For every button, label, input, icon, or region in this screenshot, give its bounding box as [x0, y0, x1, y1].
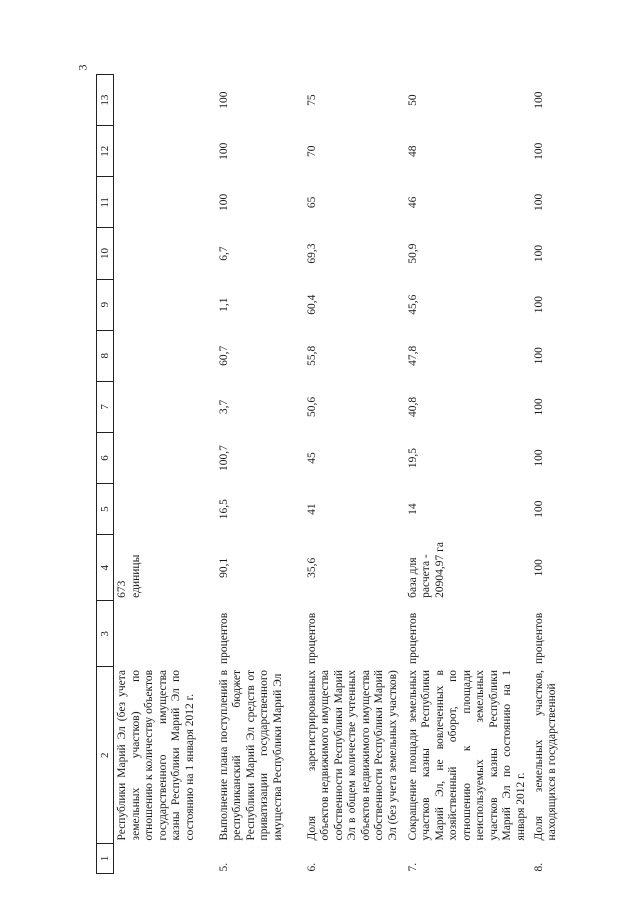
page-number: 3: [75, 64, 90, 71]
rotated-page: [96, 74, 559, 874]
value-cell: 100: [532, 347, 545, 365]
header-cell: 4: [97, 535, 114, 601]
value-cell: 100: [532, 449, 545, 467]
value-cell: 69,3: [305, 243, 318, 264]
value-cell: [114, 75, 216, 126]
header-cell: 7: [97, 381, 114, 432]
value-cell: [114, 432, 216, 483]
value-cell: [114, 126, 216, 177]
base-value-cell: 100: [532, 559, 545, 577]
value-cell: [114, 381, 216, 432]
value-cell: 48: [406, 145, 419, 157]
value-cell: 19,5: [406, 447, 419, 469]
value-cell: 100: [532, 296, 545, 314]
value-cell: 3,7: [217, 399, 230, 415]
unit-cell: процентов: [217, 612, 230, 664]
value-cell: 100: [217, 142, 230, 160]
value-cell: 60,4: [305, 294, 318, 315]
base-value-cell: 90,1: [217, 557, 230, 578]
value-cell: 100: [532, 500, 545, 518]
value-cell: 70: [305, 145, 318, 157]
indicator-description: Сокращение площади земельных участков казны Республики Марий Эл, не вовлеченных в хозяйственный оборот, по отношению к площади неиспользуемых земельных участков казны Республики Марий Эл по состоянию на 1 января 2012 г.: [406, 670, 527, 841]
indicator-description: Выполнение плана поступлений в республиканский бюджет Республики Марий Эл средств от приватизации государственного имущества Республики Марий Эл: [217, 670, 284, 841]
value-cell: 50,9: [406, 243, 419, 264]
header-cell: 8: [97, 330, 114, 381]
value-cell: 100: [532, 398, 545, 416]
base-value-cell: 35,6: [305, 557, 318, 578]
row-number: 8.: [532, 862, 545, 872]
value-cell: 50,6: [305, 396, 318, 417]
value-cell: [114, 484, 216, 535]
header-cell: 11: [97, 177, 114, 228]
value-cell: 40,8: [406, 396, 419, 417]
row-number: [114, 843, 216, 873]
value-cell: [114, 330, 216, 381]
row-number: 7.: [406, 862, 419, 872]
value-cell: 6,7: [217, 246, 230, 261]
value-cell: 45,6: [406, 294, 419, 315]
indicator-description: Доля земельных участков, находящихся в государственной: [532, 670, 559, 841]
value-cell: 45: [305, 452, 318, 464]
header-cell: 6: [97, 432, 114, 483]
unit-cell: процентов: [532, 612, 545, 664]
indicator-description: Доля зарегистрированных объектов недвижимого имущества собственности Республики Марий Эл в общем количестве учтенных объектов недвижимого имущества собственности Республики Марий Эл (без учета земельных участков): [305, 670, 399, 841]
value-cell: 47,8: [406, 345, 419, 366]
value-cell: 1,1: [217, 297, 230, 312]
header-cell: 13: [97, 75, 114, 126]
header-cell: 3: [97, 601, 114, 667]
indicator-description: Республики Марий Эл (без учета земельных участков) по отношению к количеству объектов государственного имущества казны Республики Марий Эл по состоянию на 1 января 2012 г.: [116, 670, 196, 841]
base-value-cell: 673 единицы: [116, 554, 142, 598]
value-cell: 16,5: [217, 499, 230, 520]
value-cell: 100: [532, 244, 545, 263]
indicators-table: [96, 74, 562, 874]
header-cell: 10: [97, 228, 114, 279]
unit-cell: процентов: [406, 612, 419, 664]
value-cell: 46: [406, 196, 419, 209]
value-cell: 100: [532, 91, 545, 109]
header-cell: 5: [97, 484, 114, 535]
row-number: 6.: [305, 862, 318, 872]
table-row: [405, 75, 531, 874]
value-cell: 60,7: [217, 345, 230, 366]
table-row: [304, 75, 405, 874]
table-row: [216, 75, 304, 874]
value-cell: 100,7: [217, 445, 230, 471]
value-cell: 14: [406, 503, 419, 515]
header-cell: 12: [97, 126, 114, 177]
value-cell: 41: [305, 503, 318, 515]
value-cell: 100: [217, 193, 230, 211]
table-row: [114, 75, 216, 874]
value-cell: 50: [406, 94, 419, 106]
header-cell: 1: [97, 843, 114, 873]
value-cell: 65: [305, 196, 318, 209]
unit-cell: [114, 601, 216, 667]
value-cell: [114, 228, 216, 279]
value-cell: 100: [217, 91, 230, 109]
header-cell: 2: [97, 667, 114, 843]
header-cell: 9: [97, 279, 114, 330]
value-cell: 75: [305, 94, 318, 106]
value-cell: 55,8: [305, 345, 318, 366]
table-row: [531, 75, 562, 874]
row-number: 5.: [217, 862, 230, 872]
value-cell: 100: [532, 142, 545, 160]
unit-cell: процентов: [305, 612, 318, 664]
header-row: [97, 75, 114, 874]
value-cell: 100: [532, 193, 545, 211]
base-value-cell: база для расчета - 20904,97 га: [406, 542, 446, 598]
value-cell: [114, 177, 216, 228]
value-cell: [114, 279, 216, 330]
